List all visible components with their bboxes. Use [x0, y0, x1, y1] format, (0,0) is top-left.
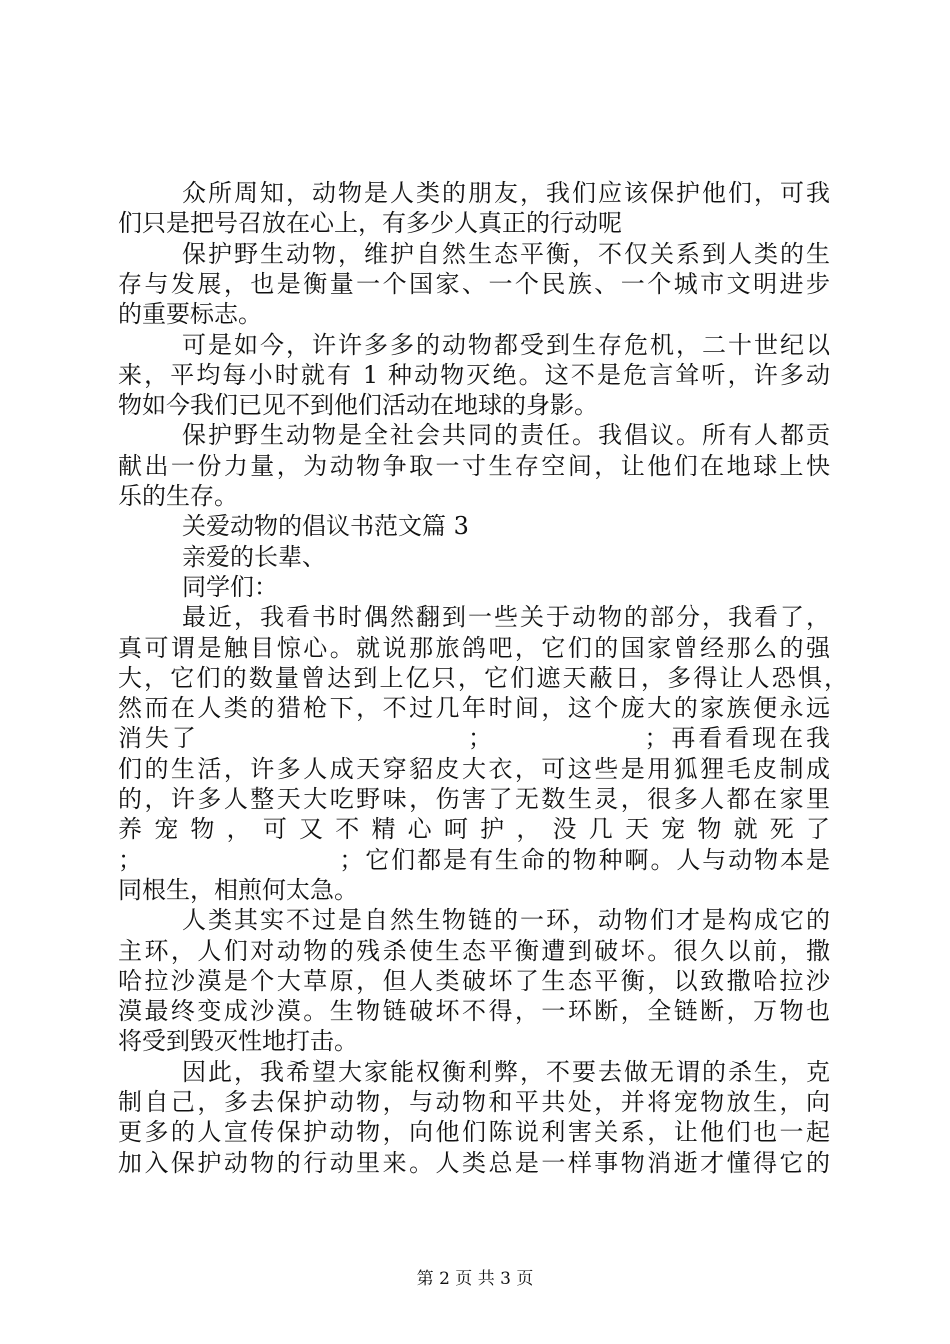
text-line: 真可谓是触目惊心。就说那旅鸽吧，它们的国家曾经那么的强 [118, 634, 830, 662]
text-line: 物如今我们已见不到他们活动在地球的身影。 [118, 391, 598, 419]
section-heading: 关爱动物的倡议书范文篇 3 [182, 512, 469, 540]
text-line: 养宠物，可又不精心呵护，没几天宠物就死了 [118, 815, 830, 843]
text-line: 因此，我希望大家能权衡利弊，不要去做无谓的杀生，克 [182, 1058, 830, 1086]
text-line: 乐的生存。 [118, 482, 238, 510]
text-line: 大，它们的数量曾达到上亿只，它们遮天蔽日，多得让人恐惧， [118, 664, 848, 692]
page-number: 第 2 页 共 3 页 [416, 1269, 534, 1289]
text-line: 的重要标志。 [118, 300, 262, 328]
text-line: 的，许多人整天大吃野味，伤害了无数生灵，很多人都在家里 [118, 785, 830, 813]
text-line: 最近，我看书时偶然翻到一些关于动物的部分，我看了， [182, 603, 830, 631]
text-line: 主环，人们对动物的残杀使生态平衡遭到破坏。很久以前，撒 [118, 937, 830, 965]
text-line: 制自己，多去保护动物，与动物和平共处，并将宠物放生，向 [118, 1088, 830, 1116]
text-line: 众所周知，动物是人类的朋友，我们应该保护他们，可我 [182, 179, 830, 207]
text-line: 将受到毁灭性地打击。 [118, 1027, 358, 1055]
text-line: 保护野生动物是全社会共同的责任。我倡议。所有人都贡 [182, 421, 830, 449]
text-line: ； ；它们都是有生命的物种啊。人与动物本是 [118, 846, 830, 874]
salutation: 亲爱的长辈、 [182, 543, 326, 571]
text-line: 来，平均每小时就有 1 种动物灭绝。这不是危言耸听，许多动 [118, 361, 830, 389]
text-line: 们只是把号召放在心上，有多少人真正的行动呢 [118, 209, 622, 237]
text-line: 们的生活，许多人成天穿貂皮大衣，可这些是用狐狸毛皮制成 [118, 755, 830, 783]
salutation: 同学们： [182, 573, 278, 601]
text-line: 献出一份力量，为动物争取一寸生存空间，让他们在地球上快 [118, 452, 830, 480]
text-line: 同根生，相煎何太急。 [118, 876, 358, 904]
text-line: 漠最终变成沙漠。生物链破坏不得，一环断，全链断，万物也 [118, 997, 830, 1025]
text-line: 更多的人宣传保护动物，向他们陈说利害关系，让他们也一起 [118, 1118, 830, 1146]
text-line: 然而在人类的猎枪下，不过几年时间，这个庞大的家族便永远 [118, 694, 830, 722]
text-line: 哈拉沙漠是个大草原，但人类破坏了生态平衡，以致撒哈拉沙 [118, 967, 830, 995]
text-line: 保护野生动物，维护自然生态平衡，不仅关系到人类的生 [182, 240, 830, 268]
text-line: 加入保护动物的行动里来。人类总是一样事物消逝才懂得它的 [118, 1149, 830, 1177]
text-line: 消失了 ； ；再看看现在我 [118, 724, 830, 752]
text-line: 可是如今，许许多多的动物都受到生存危机，二十世纪以 [182, 331, 830, 359]
text-line: 存与发展，也是衡量一个国家、一个民族、一个城市文明进步 [118, 270, 830, 298]
text-line: 人类其实不过是自然生物链的一环，动物们才是构成它的 [182, 906, 830, 934]
